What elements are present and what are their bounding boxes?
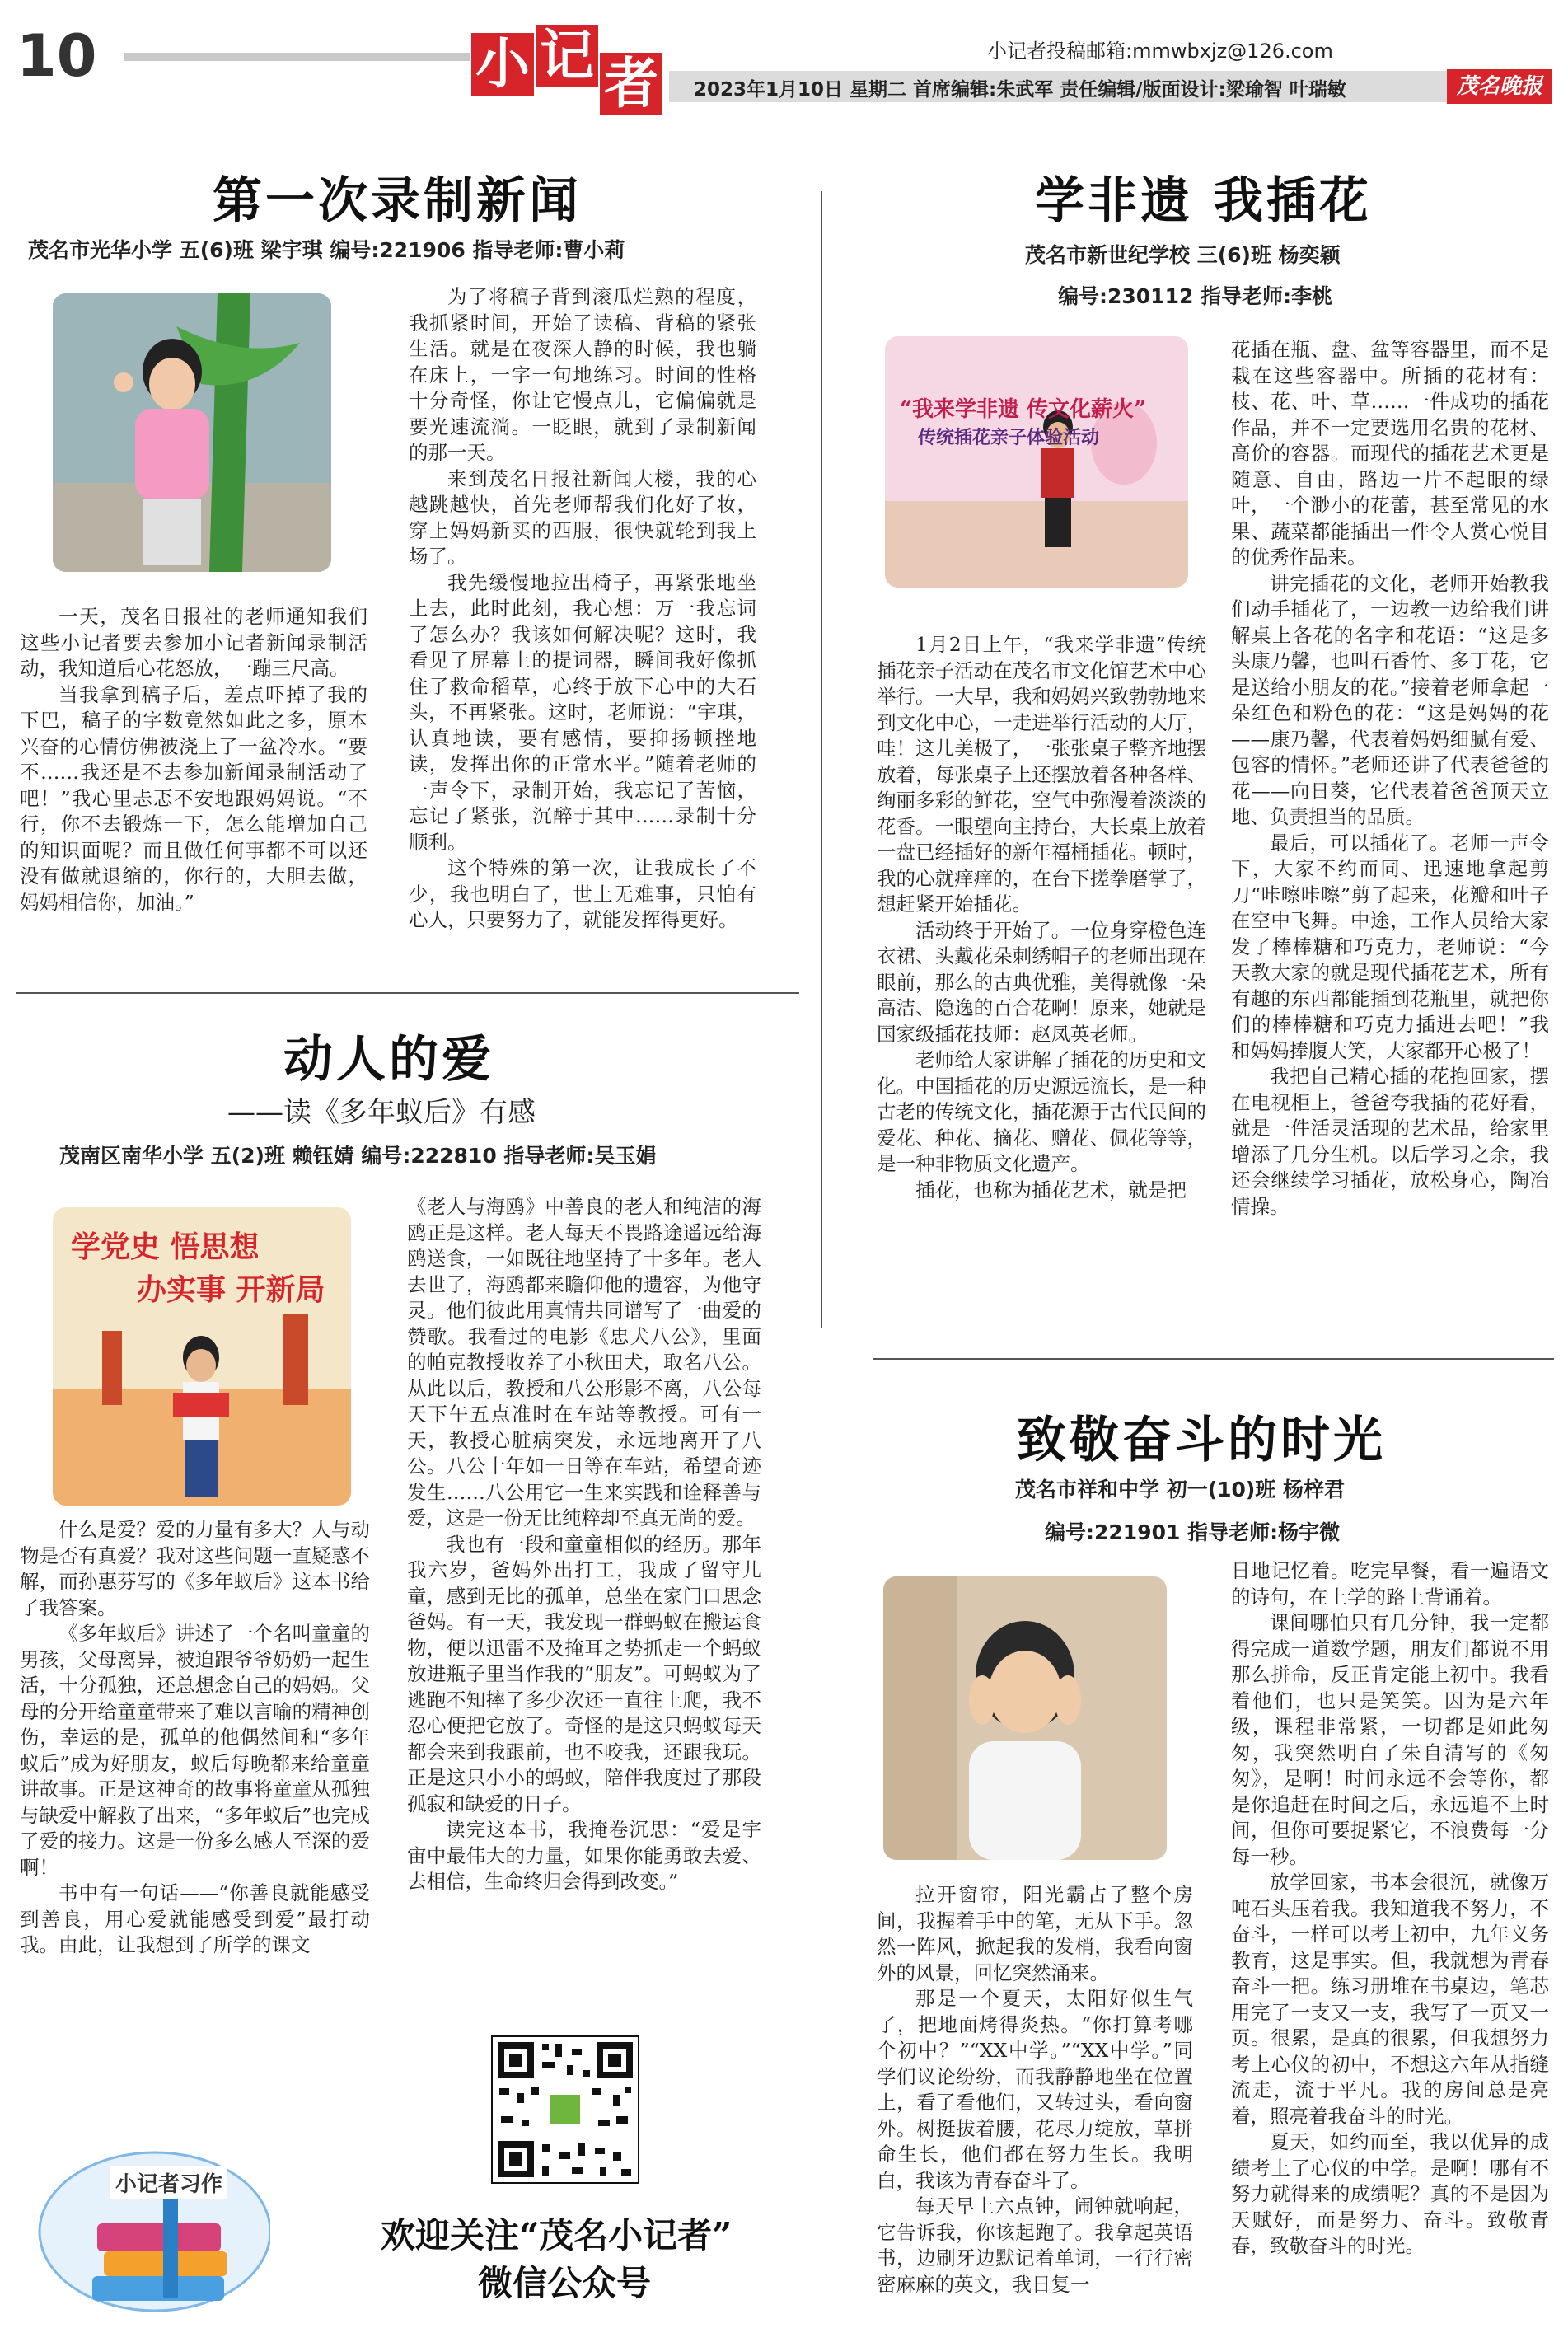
paragraph: 放学回家，书本会很沉，就像万吨石头压着我。我知道我不努力，不奋斗，一样可以考上初中，九年义务教育，这是事实。但，我就想为青春奋斗一把。练习册堆在书桌边，笔芯用完了一支又一支，我写了一页又一页。很累，是真的很累，但我想努力考上心仪的初中，不想这六年从指缝流走，流于平凡。我的房间总是亮着，照亮着我奋斗的时光。 xyxy=(1231,1871,1549,2128)
paragraph: 《老人与海鸥》中善良的老人和纯洁的海鸥正是这样。老人每天不畏路途遥远给海鸥送食，一如既往地坚持了十多年。老人去世了，海鸥都来瞻仰他的遗容，为他守灵。他们彼此用真情共同谱写了一曲爱的赞歌。我看过的电影《忠犬八公》，里面的帕克教授收养了小秋田犬，取名八公。从此以后，教授和八公形影不离，八公每天下午五点准时在车站等教授。可有一天，教授心脏病突发，永远地离开了八公。八公十年如一日等在车站，希望奇迹发生……八公用它一生来实践和诠释善与爱，这是一份无比纯粹却至真无尚的爱。 xyxy=(407,1195,761,1529)
article-body xyxy=(20,604,367,916)
qr-pattern xyxy=(493,2037,638,2182)
paragraph: 课间哪怕只有几分钟，我一定都得完成一道数学题，朋友们都说不用那么拼命，反正肯定能上初中。我看着他们，也只是笑笑。因为是六年级，课程非常紧，一切都是如此匆匆，我突然明白了朱自清写的《匆匆》，是啊！时间永远不会等你，都是你追赶在时间之后，永远追不上时间，但你可要捉紧它，不浪费每一分每一秒。 xyxy=(1231,1611,1549,1868)
article-title: 学非遗 我插花 xyxy=(1035,172,1372,230)
photo-slogan: 学党史 悟思想 xyxy=(71,1230,260,1264)
section-char: 记 xyxy=(536,25,598,87)
paragraph: 讲完插花的文化，老师开始教我们动手插花了，一边教一边给我们讲解桌上各花的名字和花语：“这是多头康乃馨，也叫石香竹、多丁花，它是送给小朋友的花。”接着老师拿起一朵红色和粉色的花：“这是妈妈的花——康乃馨，代表着妈妈细腻有爱、包容的情怀。”老师还讲了代表爸爸的花——向日葵，它代表着爸爸顶天立地、负责担当的品质。 xyxy=(1231,571,1549,828)
author-photo xyxy=(53,293,331,572)
photo-illustration xyxy=(883,1576,1167,1860)
promo-illustration xyxy=(31,2124,270,2314)
paragraph: 《多年蚁后》讲述了一个名叫童童的男孩，父母离异，被迫跟爷爷奶奶一起生活，十分孤独，还总想念自己的妈妈。父母的分开给童童带来了难以言喻的精神创伤，幸运的是，孤单的他偶然间和“多年蚁后”成为好朋友，蚁后每晚都来给童童讲故事。正是这神奇的故事将童童从孤独与缺爱中解救了出来，“多年蚁后”也完成了爱的接力。这是一份多么感人至深的爱啊！ xyxy=(20,1622,370,1879)
article-title: 第一次录制新闻 xyxy=(213,172,582,230)
section-rule xyxy=(873,1358,1554,1360)
paragraph: 每天早上六点钟，闹钟就响起，它告诉我，你该起跑了。我拿起英语书，边刷牙边默记着单词，一行行密密麻麻的英文，我日复一 xyxy=(877,2195,1193,2296)
article-body xyxy=(877,1882,1193,2298)
paragraph: 来到茂名日报社新闻大楼，我的心越跳越快，首先老师帮我们化好了妆，穿上妈妈新买的西服，很快就轮到我上场了。 xyxy=(409,466,756,568)
article-byline: 茂南区南华小学 五(2)班 赖钰婧 编号:222810 指导老师:吴玉娟 xyxy=(59,1144,657,1168)
article-byline: 茂名市祥和中学 初一(10)班 杨梓君 xyxy=(1015,1478,1346,1501)
photo-slogan: 办实事 开新局 xyxy=(137,1272,325,1307)
books-illustration xyxy=(31,2124,270,2314)
paragraph: 那是一个夏天，太阳好似生气了，把地面烤得炎热。“你打算考哪个初中？”“XX中学。”“XX中学。”同学们议论纷纷，而我静静地坐在位置上，看了看他们，又转过头，看向窗外。树挺拔着腰，花尽力绽放，草拼命生长，他们都在努力生长。我明白，我该为青春奋斗了。 xyxy=(877,1987,1193,2192)
photo-illustration xyxy=(885,336,1188,588)
paragraph: 插花，也称为插花艺术，就是把 xyxy=(915,1178,1187,1201)
author-photo xyxy=(883,1576,1167,1860)
paragraph: 1月2日上午，“我来学非遗”传统插花亲子活动在茂名市文化馆艺术中心举行。一大早，我和妈妈兴致勃勃地来到文化中心，一走进举行活动的大厅，哇！这儿美极了，一张张桌子整齐地摆放着，每张桌子上还摆放着各种各样、绚丽多彩的鲜花，空气中弥漫着淡淡的花香。一眼望向主持台，大长桌上放着一盘已经插好的新年福桶插花。顿时，我的心就痒痒的，在台下搓拳磨掌了，想赶紧开始插花。 xyxy=(877,633,1206,916)
paragraph: 书中有一句话——“你善良就能感受到善良，用心爱就能感受到爱”最打动我。由此，让我想到了所学的课文 xyxy=(20,1881,370,1956)
paragraph: 什么是爱？爱的力量有多大？人与动物是否有真爱？我对这些问题一直疑惑不解，而孙惠芬写的《多年蚁后》这本书给了我答案。 xyxy=(20,1518,370,1619)
article-body xyxy=(1231,1558,1549,2260)
author-photo xyxy=(53,1207,351,1506)
photo-illustration xyxy=(53,293,331,572)
article-byline: 茂名市新世纪学校 三(6)班 杨奕颖 xyxy=(1025,243,1341,267)
paragraph: 最后，可以插花了。老师一声令下，大家不约而同、迅速地拿起剪刀“咔嚓咔嚓”剪了起来，花瓣和叶子在空中飞舞。中途，工作人员给大家发了棒棒糖和巧克力，老师说：“今天教大家的就是现代插花艺术，所有有趣的东西都能插到花瓶里，就把你们的棒棒糖和巧克力插进去吧！”我和妈妈捧腹大笑，大家都开心极了！ xyxy=(1231,831,1549,1062)
section-char: 者 xyxy=(600,53,662,115)
paragraph: 夏天，如约而至，我以优异的成绩考上了心仪的中学。是啊！哪有不努力就得来的成绩呢？真的不是因为天赋好，而是努力、奋斗。致敬青春，致敬奋斗的时光。 xyxy=(1231,2130,1549,2257)
paragraph: 我也有一段和童童相似的经历。那年我六岁，爸妈外出打工，我成了留守儿童，感到无比的孤单，总坐在家门口思念爸妈。有一天，我发现一群蚂蚁在搬运食物，便以迅雷不及掩耳之势抓走一个蚂蚁放进瓶子里当作我的“朋友”。可蚂蚁为了逃跑不知摔了多少次还一直往上爬，我不忍心便把它放了。奇怪的是这只蚂蚁每天都会来到我跟前，也不咬我，还跟我玩。正是这只小小的蚂蚁，陪伴我度过了那段孤寂和缺爱的日子。 xyxy=(407,1532,761,1815)
article-byline: 茂名市光华小学 五(6)班 梁宇琪 编号:221906 指导老师:曹小莉 xyxy=(28,238,625,262)
banner-text: 传统插花亲子体验活动 xyxy=(918,427,1100,448)
paragraph: 花插在瓶、盘、盆等容器里，而不是栽在这些容器中。所插的花材有：枝、花、叶、草……一件成功的插花作品，并不一定要选用名贵的花材、高价的容器。而现代的插花艺术更是随意、自由，路边一片不起眼的绿叶，一个渺小的花蕾，甚至常见的水果、蔬菜都能插出一件令人赏心悦目的优秀作品来。 xyxy=(1231,338,1549,569)
article-title: 致敬奋斗的时光 xyxy=(1017,1412,1386,1469)
paragraph: 我把自己精心插的花抱回家，摆在电视柜上，爸爸夸我插的花好看，就是一件活灵活现的艺术品，给家里增添了几分生机。以后学习之余，我还会继续学习插花，放松身心，陶冶情操。 xyxy=(1231,1065,1549,1218)
promo-line: 微信公众号 xyxy=(478,2263,652,2303)
submission-email: 小记者投稿邮箱:mmwbxjz@126.com xyxy=(987,40,1333,63)
article-byline: 编号:221901 指导老师:杨宇微 xyxy=(1045,1520,1341,1544)
section-char: 小 xyxy=(471,33,534,96)
paragraph: 为了将稿子背到滚瓜烂熟的程度，我抓紧时间，开始了读稿、背稿的紧张生活。就是在夜深人静的时候，我也躺在床上，一字一句地练习。时间的性格十分奇怪，你让它慢点儿，它偏偏就是要光速流淌。一眨眼，就到了录制新闻的那一天。 xyxy=(409,285,756,464)
issue-info: 2023年1月10日 星期二 首席编辑:朱武军 责任编辑/版面设计:梁瑜智 叶瑞敏 xyxy=(694,79,1346,101)
article-body xyxy=(877,632,1206,1203)
promo-line: 欢迎关注“茂名小记者” xyxy=(381,2215,733,2255)
article-title: 动人的爱 xyxy=(283,1031,494,1089)
header-rule xyxy=(124,53,470,61)
paragraph: 读完这本书，我掩卷沉思：“爱是宇宙中最伟大的力量，如果你能勇敢去爱、去相信，生命终归会得到改变。” xyxy=(407,1818,761,1893)
banner-text: “我来学非遗 传文化薪火” xyxy=(900,397,1146,422)
masthead-logo: 茂名晚报 xyxy=(1447,69,1552,104)
article-byline: 编号:230112 指导老师:李桃 xyxy=(1058,284,1333,308)
paragraph: 我先缓慢地拉出椅子，再紧张地坐上去，此时此刻，我心想：万一我忘词了怎么办？我该如何解决呢？这时，我看见了屏幕上的提词器，瞬间我好像抓住了救命稻草，心终于放下心中的大石头，不再紧张。这时，老师说：“宇琪，认真地读，要有感情，要抑扬顿挫地读，发挥出你的正常水平。”随着老师的一声令下，录制开始，我忘记了苦恼，忘记了紧张，沉醉于其中……录制十分顺利。 xyxy=(409,570,756,854)
info-bar xyxy=(669,71,1552,102)
article-body xyxy=(20,1517,370,1959)
article-body xyxy=(409,284,756,934)
paragraph: 活动终于开始了。一位身穿橙色连衣裙、头戴花朵刺绣帽子的老师出现在眼前，那么的古典优雅，美得就像一朵高洁、隐逸的百合花啊！原来，她就是国家级插花技师：赵凤英老师。 xyxy=(877,918,1206,1046)
article-body xyxy=(407,1194,761,1895)
qr-code[interactable] xyxy=(491,2035,639,2184)
paragraph: 一天，茂名日报社的老师通知我们这些小记者要去参加小记者新闻录制活动，我知道后心花怒放，一蹦三尺高。 xyxy=(20,605,367,680)
paragraph: 拉开窗帘，阳光霸占了整个房间，我握着手中的笔，无从下手。忽然一阵风，掀起我的发梢，我看向窗外的风景，回忆突然涌来。 xyxy=(877,1883,1193,1984)
event-photo xyxy=(885,336,1188,588)
section-logo xyxy=(471,25,667,117)
promo-badge: 小记者习作 xyxy=(110,2166,227,2199)
column-divider xyxy=(821,191,822,1328)
paragraph: 当我拿到稿子后，差点吓掉了我的下巴，稿子的字数竟然如此之多，原本兴奋的心情仿佛被浇上了一盆冷水。“要不……我还是不去参加新闻录制活动了吧！”我心里忐忑不安地跟妈妈说。“不行，你不去锻炼一下，怎么能增加自己的知识面呢？而且做任何事都不可以还没有做就退缩的，你行的，大胆去做，妈妈相信你，加油。” xyxy=(20,682,367,914)
paragraph: 老师给大家讲解了插花的历史和文化。中国插花的历史源远流长，是一种古老的传统文化，插花源于古代民间的爱花、种花、摘花、赠花、佩花等等，是一种非物质文化遗产。 xyxy=(877,1048,1206,1175)
article-subtitle: ——读《多年蚁后》有感 xyxy=(227,1096,536,1129)
article-body xyxy=(1231,337,1549,1220)
paragraph: 这个特殊的第一次，让我成长了不少，我也明白了，世上无难事，只怕有心人，只要努力了，就能发挥得更好。 xyxy=(409,856,756,931)
section-rule xyxy=(16,992,799,994)
page-number: 10 xyxy=(16,22,97,90)
paragraph: 日地记忆着。吃完早餐，看一遍语文的诗句，在上学的路上背诵着。 xyxy=(1231,1559,1549,1609)
